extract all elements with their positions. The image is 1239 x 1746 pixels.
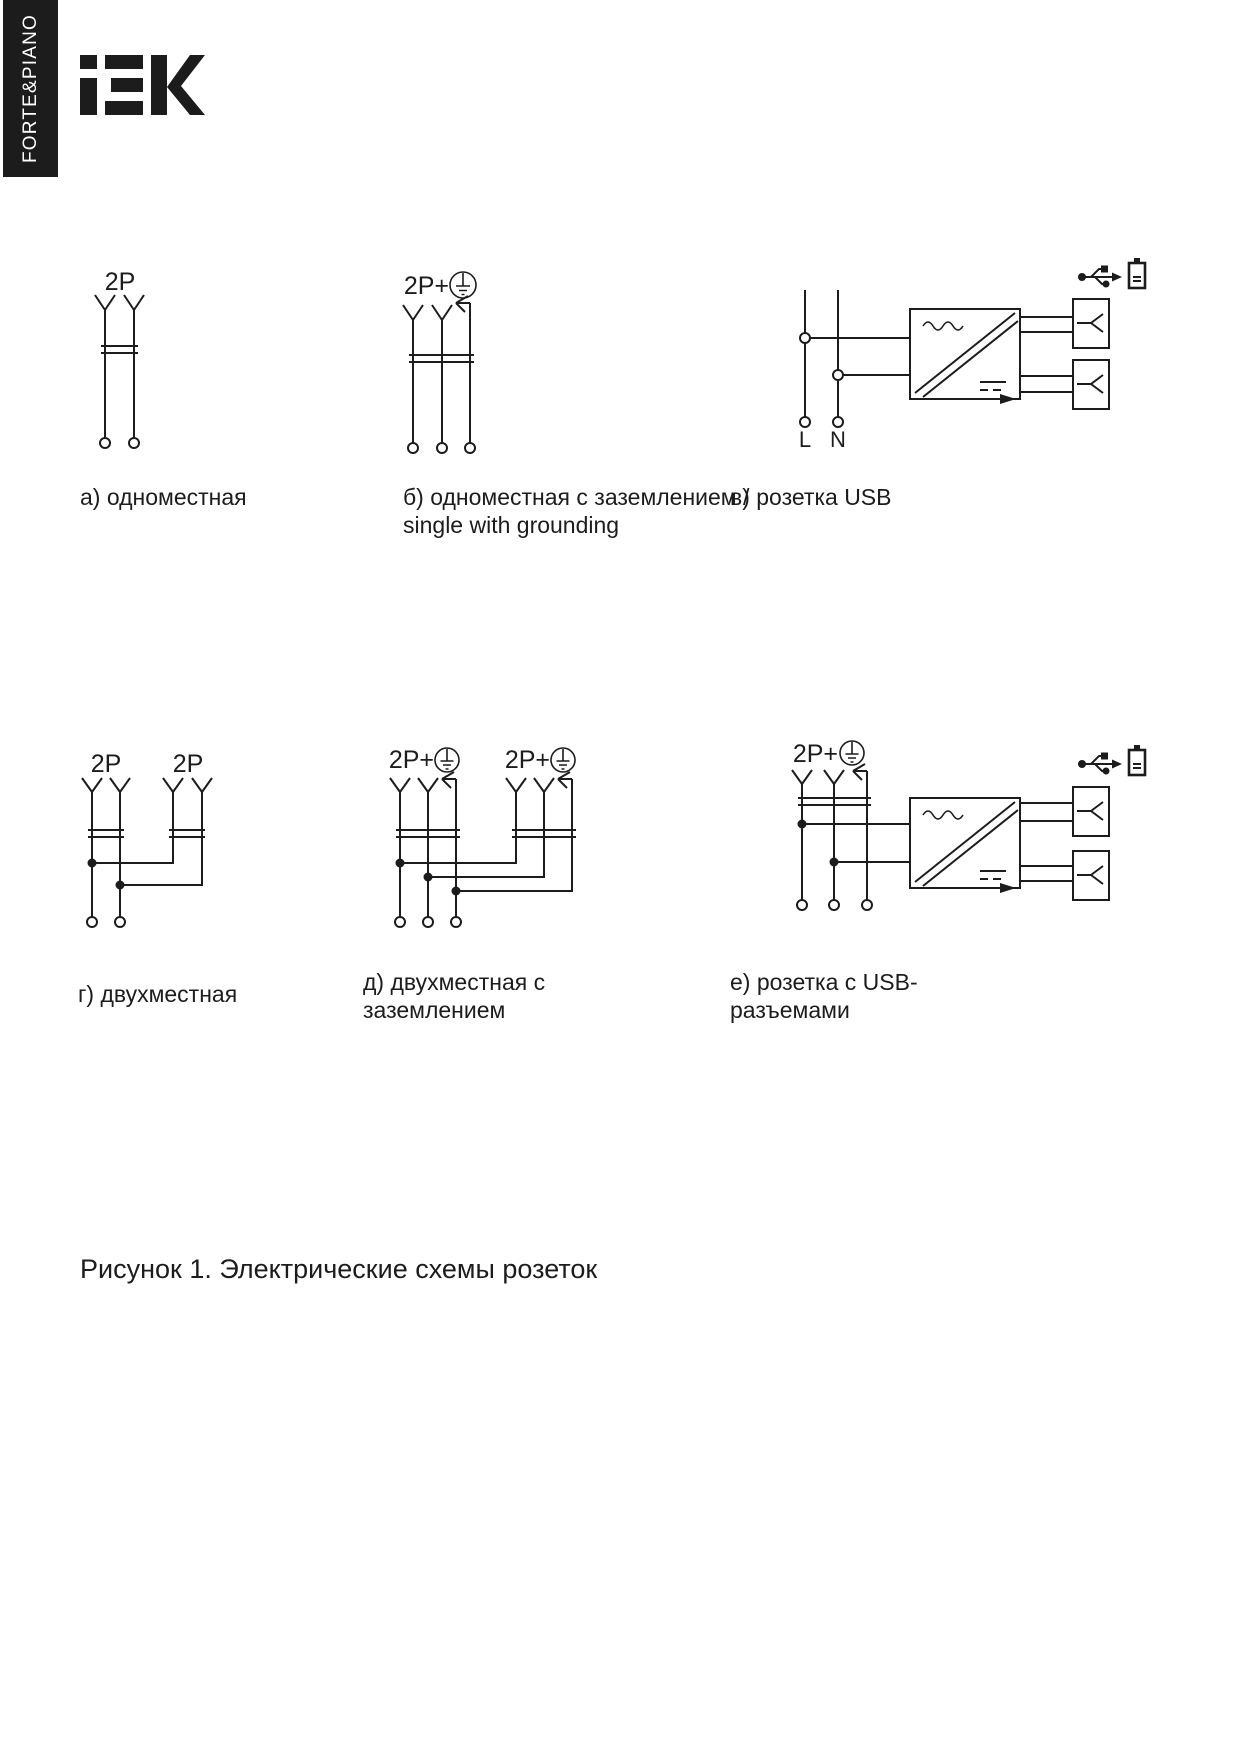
pole-count-label: 2P xyxy=(90,750,122,778)
diagram-b-caption xyxy=(403,483,749,539)
usb-port-box xyxy=(1073,851,1109,900)
diagram-e-caption xyxy=(730,968,918,1024)
diagram-e-socket-with-usb xyxy=(695,655,1170,945)
terminal-circles xyxy=(800,417,843,427)
supply-lines xyxy=(805,290,838,417)
protective-earth-icon xyxy=(435,748,459,772)
protective-earth-icon xyxy=(450,272,476,298)
diagram-e-caption-line2: разъемами xyxy=(730,997,850,1023)
figure-caption: Рисунок 1. Электрические схемы розеток xyxy=(80,1254,598,1284)
usb-port-box xyxy=(1073,787,1109,836)
pole-count-label: 2P+ xyxy=(504,746,550,774)
terminal-circles xyxy=(797,900,872,910)
socket-contact-icon xyxy=(82,778,212,792)
iek-logo-glyphs xyxy=(80,55,205,115)
diagram-g-caption: г) двухместная xyxy=(78,981,238,1007)
terminal-circles xyxy=(100,438,139,448)
line-label: L xyxy=(798,427,812,452)
terminal-circles xyxy=(87,917,125,927)
pole-count-label: 2P+ xyxy=(388,746,434,774)
socket-body-bar xyxy=(88,830,205,837)
conductor-lines xyxy=(413,303,470,443)
socket-contact-icon xyxy=(95,295,144,310)
pole-count-label: 2P+ xyxy=(792,740,838,768)
neutral-label: N xyxy=(830,427,846,452)
acdc-converter-box xyxy=(910,309,1020,404)
socket-body-bar xyxy=(101,346,138,353)
brand-banner xyxy=(3,0,58,177)
terminal-circles xyxy=(408,443,475,453)
left-conductors xyxy=(400,779,456,917)
diagram-e-caption-line1: е) розетка с USB- xyxy=(730,969,918,995)
left-conductors xyxy=(92,792,120,917)
diagram-b-caption-ru: б) одноместная с заземлением / xyxy=(403,484,750,510)
usb-port-box xyxy=(1073,299,1109,348)
socket-contact-icon xyxy=(403,305,452,320)
socket-body-bar xyxy=(396,830,576,837)
protective-earth-icon xyxy=(840,741,864,765)
diagram-g-double-socket xyxy=(70,742,305,937)
pole-count-label: 2P+ xyxy=(403,272,449,300)
socket-contact-icon xyxy=(792,770,844,784)
brand-banner-text: FORTE&PIANO xyxy=(19,13,41,164)
branch-wires xyxy=(802,824,910,862)
acdc-converter-box xyxy=(910,798,1020,893)
diagram-d-caption-line1: д) двухместная с xyxy=(363,969,546,995)
output-wires xyxy=(1020,317,1073,392)
ground-contact-icon xyxy=(853,764,867,780)
diagram-b-single-grounded-socket xyxy=(355,245,520,460)
terminal-circles xyxy=(395,917,461,927)
pole-count-label: 2P xyxy=(172,750,204,778)
battery-icon xyxy=(1129,258,1145,288)
conductor-lines xyxy=(105,310,134,438)
battery-icon xyxy=(1129,745,1145,775)
diagram-v-usb-socket xyxy=(695,225,1170,460)
socket-contact-icon xyxy=(390,778,554,792)
output-wires xyxy=(1020,803,1073,881)
protective-earth-icon xyxy=(551,748,575,772)
diagram-d-caption-line2: заземлением xyxy=(363,997,506,1023)
ground-contact-icon xyxy=(456,296,470,312)
branch-wires xyxy=(810,338,910,375)
iek-logo xyxy=(80,55,205,115)
right-conductors xyxy=(92,792,202,885)
diagram-d-caption xyxy=(363,968,545,1024)
diagram-v-caption: в) розетка USB xyxy=(730,484,892,510)
diagram-a-single-socket xyxy=(60,250,210,455)
diagram-d-double-grounded-socket xyxy=(345,742,635,937)
usb-port-box xyxy=(1073,360,1109,409)
usb-icon xyxy=(1078,266,1122,288)
usb-icon xyxy=(1078,753,1122,775)
diagram-a-caption: а) одноместная xyxy=(80,484,247,510)
junction-dots xyxy=(798,820,839,867)
diagram-b-caption-en: single with grounding xyxy=(403,512,620,538)
conductor-lines xyxy=(802,771,867,900)
junction-circles xyxy=(800,333,843,380)
pole-count-label: 2P xyxy=(104,268,136,296)
